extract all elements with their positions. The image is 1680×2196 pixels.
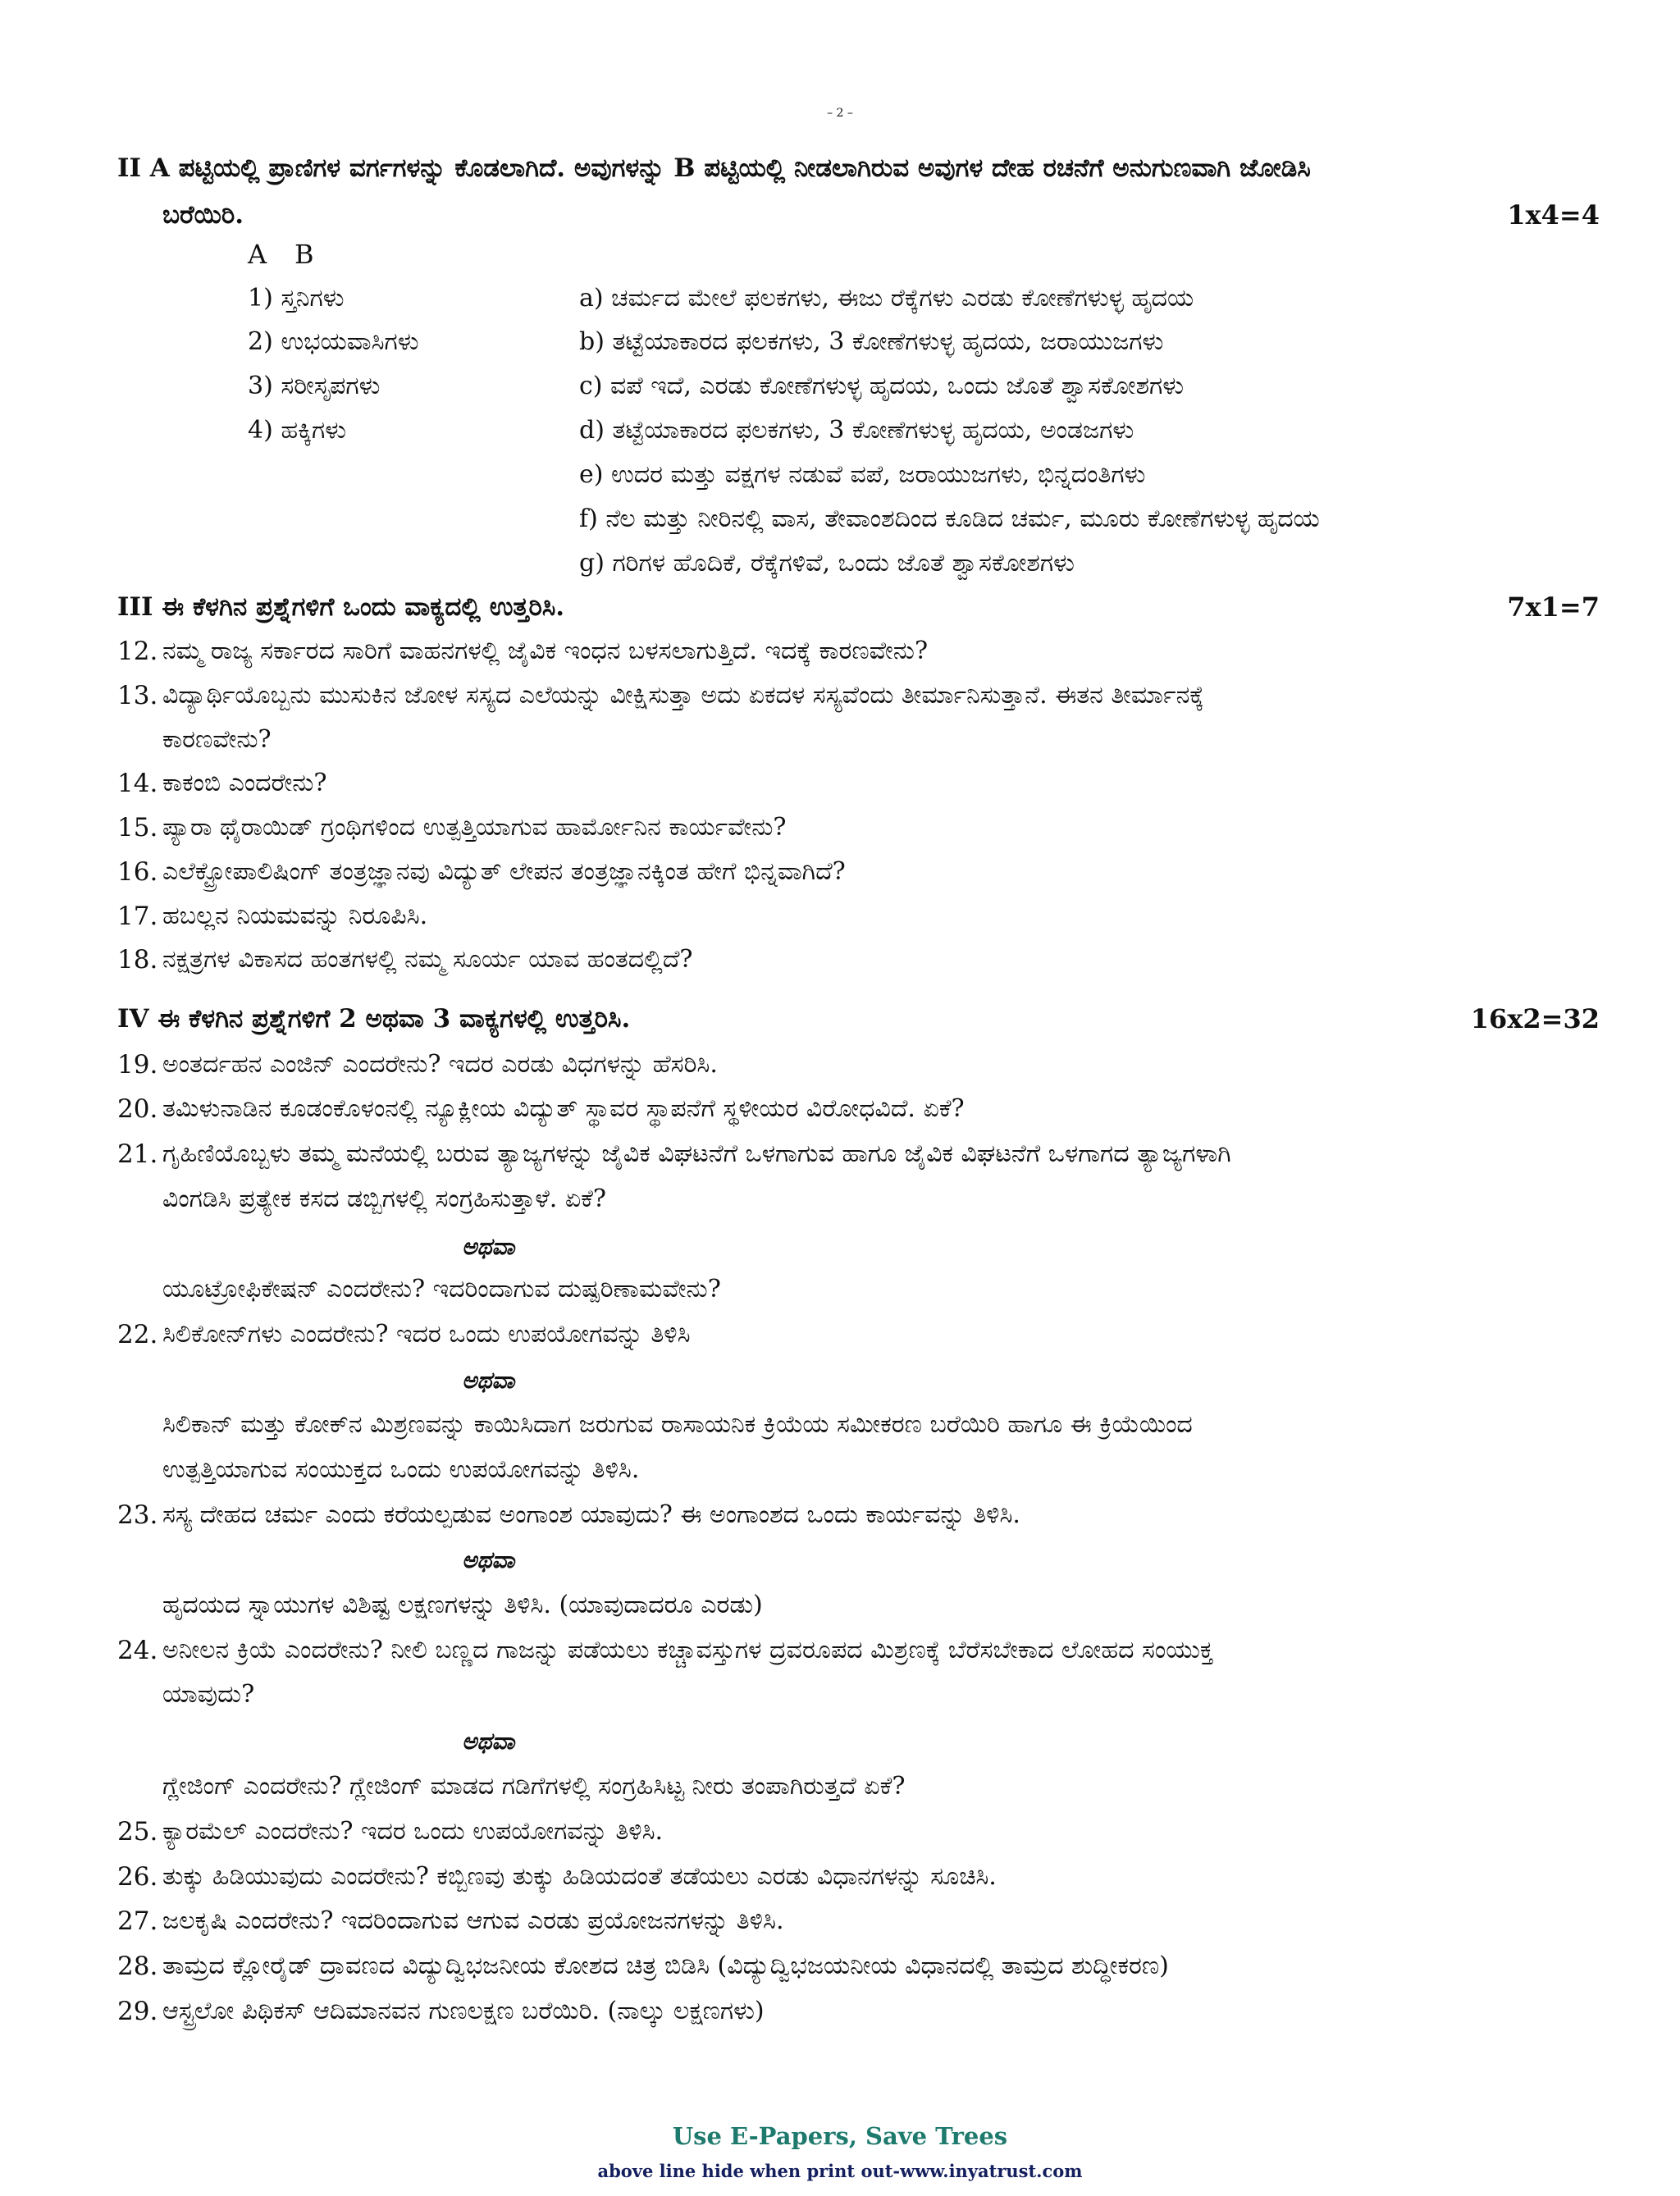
- question-number: 28.: [117, 1952, 158, 1981]
- alternative-question: ಸಿಲಿಕಾನ್ ಮತ್ತು ಕೋಕ್‌ನ ಮಿಶ್ರಣವನ್ನು ಕಾಯಿಸಿದಾಗ ಜರುಗುವ ರಾಸಾಯನಿಕ ಕ್ರಿಯೆಯ ಸಮೀಕರಣ ಬರೆಯಿರಿ ಹಾಗೂ ಈ ಕ್ರಿಯೆಯಿಂದ: [162, 1410, 1193, 1439]
- question-number: 13.: [117, 681, 158, 710]
- question-text: ವಿದ್ಯಾರ್ಥಿಯೊಬ್ಬನು ಮುಸುಕಿನ ಜೋಳ ಸಸ್ಯದ ಎಲೆಯನ್ನು ವೀಕ್ಷಿಸುತ್ತಾ ಅದು ಏಕದಳ ಸಸ್ಯವೆಂದು ತೀರ್ಮಾನಿಸುತ್ತಾನೆ. ಈತನ ತೀರ್ಮಾನಕ್ಕೆ: [162, 681, 1204, 710]
- list-b-item: d) ತಟ್ಟೆಯಾಕಾರದ ಫಲಕಗಳು, 3 ಕೋಣೆಗಳುಳ್ಳ ಹೃದಯ, ಅಂಡಜಗಳು: [579, 416, 1134, 445]
- list-b-item: e) ಉದರ ಮತ್ತು ವಕ್ಷಗಳ ನಡುವೆ ವಪೆ, ಜರಾಯುಜಗಳು, ಭಿನ್ನದಂತಿಗಳು: [579, 460, 1146, 489]
- question-text: ಸಿಲಿಕೋನ್‌ಗಳು ಎಂದರೇನು? ಇದರ ಒಂದು ಉಪಯೋಗವನ್ನು ತಿಳಿಸಿ: [162, 1320, 691, 1349]
- column-b-label: B: [294, 239, 314, 270]
- question-number: 19.: [117, 1050, 158, 1080]
- question-text: ಹಬಲ್ಲನ ನಿಯಮವನ್ನು ನಿರೂಪಿಸಿ.: [162, 902, 428, 930]
- question-text: ಕ್ಯಾರಮೆಲ್ ಎಂದರೇನು? ಇದರ ಒಂದು ಉಪಯೋಗವನ್ನು ತಿಳಿಸಿ.: [162, 1817, 664, 1846]
- question-number: 26.: [117, 1862, 158, 1892]
- question-text: ಸಸ್ಯ ದೇಹದ ಚರ್ಮ ಎಂದು ಕರೆಯಲ್ಪಡುವ ಅಂಗಾಂಶ ಯಾವುದು? ಈ ಅಂಗಾಂಶದ ಒಂದು ಕಾರ್ಯವನ್ನು ತಿಳಿಸಿ.: [162, 1500, 1020, 1529]
- list-b-item: g) ಗರಿಗಳ ಹೊದಿಕೆ, ರೆಕ್ಕೆಗಳಿವೆ, ಒಂದು ಜೊತೆ ಶ್ವಾಸಕೋಶಗಳು: [579, 549, 1075, 578]
- section-2-heading: II A ಪಟ್ಟಿಯಲ್ಲಿ ಪ್ರಾಣಿಗಳ ವರ್ಗಗಳನ್ನು ಕೊಡಲಾಗಿದೆ. ಅವುಗಳನ್ನು B ಪಟ್ಟಿಯಲ್ಲಿ ನೀಡಲಾಗಿರುವ ಅವುಗಳ ದೇಹ ರಚನೆಗೆ ಅನುಗುಣವಾಗಿ ಜೋಡಿಸಿ: [117, 153, 1311, 183]
- question-text-cont: ಕಾರಣವೇನು?: [162, 725, 272, 754]
- list-b-item: c) ವಪೆ ಇದೆ, ಎರಡು ಕೋಣೆಗಳುಳ್ಳ ಹೃದಯ, ಒಂದು ಜೊತೆ ಶ್ವಾಸಕೋಶಗಳು: [579, 372, 1185, 400]
- alternative-question: ಗ್ಲೇಜಿಂಗ್ ಎಂದರೇನು? ಗ್ಲೇಜಿಂಗ್ ಮಾಡದ ಗಡಿಗೆಗಳಲ್ಲಿ ಸಂಗ್ರಹಿಸಿಟ್ಟ ನೀರು ತಂಪಾಗಿರುತ್ತದೆ ಏಕೆ?: [162, 1772, 906, 1801]
- question-number: 22.: [117, 1320, 158, 1349]
- alternative-question: ಹೃದಯದ ಸ್ನಾಯುಗಳ ವಿಶಿಷ್ಟ ಲಕ್ಷಣಗಳನ್ನು ತಿಳಿಸಿ. (ಯಾವುದಾದರೂ ಎರಡು): [162, 1591, 763, 1619]
- list-a-item: 2) ಉಭಯವಾಸಿಗಳು: [248, 327, 419, 356]
- question-text: ನಮ್ಮ ರಾಜ್ಯ ಸರ್ಕಾರದ ಸಾರಿಗೆ ವಾಹನಗಳಲ್ಲಿ ಜೈವಿಕ ಇಂಧನ ಬಳಸಲಾಗುತ್ತಿದೆ. ಇದಕ್ಕೆ ಕಾರಣವೇನು?: [162, 637, 929, 665]
- question-number: 21.: [117, 1139, 158, 1169]
- question-text-cont: ವಿಂಗಡಿಸಿ ಪ್ರತ್ಯೇಕ ಕಸದ ಡಬ್ಬಿಗಳಲ್ಲಿ ಸಂಗ್ರಹಿಸುತ್ತಾಳೆ. ಏಕೆ?: [162, 1185, 607, 1213]
- section-2-marks: 1x4=4: [1507, 199, 1600, 231]
- question-text: ಎಲೆಕ್ಟ್ರೋಪಾಲಿಷಿಂಗ್ ತಂತ್ರಜ್ಞಾನವು ವಿದ್ಯುತ್ ಲೇಪನ ತಂತ್ರಜ್ಞಾನಕ್ಕಿಂತ ಹೇಗೆ ಭಿನ್ನವಾಗಿದೆ?: [162, 857, 846, 886]
- question-number: 17.: [117, 902, 158, 931]
- question-number: 20.: [117, 1094, 158, 1124]
- question-number: 12.: [117, 637, 158, 666]
- list-a-item: 4) ಹಕ್ಕಿಗಳು: [248, 416, 347, 445]
- question-number: 14.: [117, 769, 158, 798]
- question-text: ತಮಿಳುನಾಡಿನ ಕೂಡಂಕೊಳಂನಲ್ಲಿ ನ್ಯೂಕ್ಲೀಯ ವಿದ್ಯುತ್ ಸ್ಥಾವರ ಸ್ಥಾಪನೆಗೆ ಸ್ಥಳೀಯರ ವಿರೋಧವಿದೆ. ಏಕೆ?: [162, 1094, 965, 1123]
- list-b-item: a) ಚರ್ಮದ ಮೇಲೆ ಫಲಕಗಳು, ಈಜು ರೆಕ್ಕೆಗಳು ಎರಡು ಕೋಣೆಗಳುಳ್ಳ ಹೃದಯ: [579, 284, 1194, 313]
- question-number: 24.: [117, 1636, 158, 1665]
- list-b-item: f) ನೆಲ ಮತ್ತು ನೀರಿನಲ್ಲಿ ವಾಸ, ತೇವಾಂಶದಿಂದ ಕೂಡಿದ ಚರ್ಮ, ಮೂರು ಕೋಣೆಗಳುಳ್ಳ ಹೃದಯ: [579, 504, 1320, 533]
- question-text: ಗೃಹಿಣಿಯೊಬ್ಬಳು ತಮ್ಮ ಮನೆಯಲ್ಲಿ ಬರುವ ತ್ಯಾಜ್ಯಗಳನ್ನು ಜೈವಿಕ ವಿಘಟನೆಗೆ ಒಳಗಾಗುವ ಹಾಗೂ ಜೈವಿಕ ವಿಘಟನೆಗೆ ಒಳಗಾಗದ ತ್ಯಾಜ್ಯಗಳಾಗಿ: [162, 1139, 1231, 1168]
- or-label: ಅಥವಾ: [462, 1367, 515, 1394]
- section-4-heading: IV ಈ ಕೆಳಗಿನ ಪ್ರಶ್ನೆಗಳಿಗೆ 2 ಅಥವಾ 3 ವಾಕ್ಯಗಳಲ್ಲಿ ಉತ್ತರಿಸಿ.: [117, 1004, 631, 1034]
- question-text: ಜಲಕೃಷಿ ಎಂದರೇನು? ಇದರಿಂದಾಗುವ ಆಗುವ ಎರಡು ಪ್ರಯೋಜನಗಳನ್ನು ತಿಳಿಸಿ.: [162, 1906, 784, 1935]
- question-text: ಅಂತರ್ದಹನ ಎಂಜಿನ್ ಎಂದರೇನು? ಇದರ ಎರಡು ವಿಧಗಳನ್ನು ಹೆಸರಿಸಿ.: [162, 1050, 718, 1079]
- question-text: ಅನೀಲನ ಕ್ರಿಯೆ ಎಂದರೇನು? ನೀಲಿ ಬಣ್ಣದ ಗಾಜನ್ನು ಪಡೆಯಲು ಕಚ್ಚಾವಸ್ತುಗಳ ದ್ರವರೂಪದ ಮಿಶ್ರಣಕ್ಕೆ ಬೆರೆಸಬೇಕಾದ ಲೋಹದ ಸಂಯುಕ್ತ: [162, 1636, 1213, 1664]
- alternative-question-cont: ಉತ್ಪತ್ತಿಯಾಗುವ ಸಂಯುಕ್ತದ ಒಂದು ಉಪಯೋಗವನ್ನು ತಿಳಿಸಿ.: [162, 1455, 640, 1484]
- question-number: 15.: [117, 813, 158, 842]
- page-number: – 2 –: [827, 107, 853, 120]
- question-number: 25.: [117, 1817, 158, 1847]
- section-3-heading: III ಈ ಕೆಳಗಿನ ಪ್ರಶ್ನೆಗಳಿಗೆ ಒಂದು ವಾಕ್ಯದಲ್ಲಿ ಉತ್ತರಿಸಿ.: [117, 592, 565, 622]
- question-text: ತಾಮ್ರದ ಕ್ಲೋರೈಡ್ ದ್ರಾವಣದ ವಿದ್ಯುದ್ವಿಭಜನೀಯ ಕೋಶದ ಚಿತ್ರ ಬಿಡಿಸಿ (ವಿದ್ಯುದ್ವಿಭಜಯನೀಯ ವಿಧಾನದಲ್ಲಿ ತಾಮ್ರದ ಶುದ್ಧೀಕರಣ): [162, 1952, 1169, 1980]
- section-3-marks: 7x1=7: [1507, 591, 1600, 623]
- or-label: ಅಥವಾ: [462, 1546, 515, 1573]
- question-number: 29.: [117, 1997, 158, 2026]
- list-b-item: b) ತಟ್ಟೆಯಾಕಾರದ ಫಲಕಗಳು, 3 ಕೋಣೆಗಳುಳ್ಳ ಹೃದಯ, ಜರಾಯುಜಗಳು: [579, 327, 1164, 356]
- question-text: ಪ್ಯಾರಾ ಥೈರಾಯಿಡ್ ಗ್ರಂಥಿಗಳಿಂದ ಉತ್ಪತ್ತಿಯಾಗುವ ಹಾರ್ಮೋನಿನ ಕಾರ್ಯವೇನು?: [162, 813, 787, 842]
- alternative-question: ಯೂಟ್ರೋಫಿಕೇಷನ್ ಎಂದರೇನು? ಇದರಿಂದಾಗುವ ದುಷ್ಪರಿಣಾಮವೇನು?: [162, 1275, 721, 1303]
- question-text: ಕಾಕಂಬಿ ಎಂದರೇನು?: [162, 769, 327, 797]
- question-number: 27.: [117, 1906, 158, 1936]
- or-label: ಅಥವಾ: [462, 1728, 515, 1755]
- question-text-cont: ಯಾವುದು?: [162, 1680, 255, 1709]
- list-a-item: 3) ಸರೀಸೃಪಗಳು: [248, 372, 381, 400]
- question-number: 18.: [117, 945, 158, 975]
- question-number: 16.: [117, 857, 158, 887]
- question-text: ನಕ್ಷತ್ರಗಳ ವಿಕಾಸದ ಹಂತಗಳಲ್ಲಿ ನಮ್ಮ ಸೂರ್ಯ ಯಾವ ಹಂತದಲ್ಲಿದೆ?: [162, 945, 693, 974]
- section-2-heading-cont: ಬರೆಯಿರಿ.: [162, 200, 244, 230]
- section-4-marks: 16x2=32: [1470, 1003, 1600, 1034]
- footer-slogan: Use E-Papers, Save Trees: [672, 2122, 1008, 2150]
- question-text: ತುಕ್ಕು ಹಿಡಿಯುವುದು ಎಂದರೇನು? ಕಬ್ಬಿಣವು ತುಕ್ಕು ಹಿಡಿಯದಂತೆ ತಡೆಯಲು ಎರಡು ವಿಧಾನಗಳನ್ನು ಸೂಚಿಸಿ.: [162, 1862, 997, 1891]
- footer-website-note: above line hide when print out-www.inyatrust.com: [597, 2161, 1083, 2181]
- question-number: 23.: [117, 1500, 158, 1530]
- question-text: ಆಸ್ಟ್ರಲೋ ಪಿಥಿಕಸ್ ಆದಿಮಾನವನ ಗುಣಲಕ್ಷಣ ಬರೆಯಿರಿ. (ನಾಲ್ಕು ಲಕ್ಷಣಗಳು): [162, 1997, 765, 2025]
- column-a-label: A: [248, 239, 267, 270]
- or-label: ಅಥವಾ: [462, 1233, 515, 1260]
- list-a-item: 1) ಸ್ತನಿಗಳು: [248, 284, 345, 313]
